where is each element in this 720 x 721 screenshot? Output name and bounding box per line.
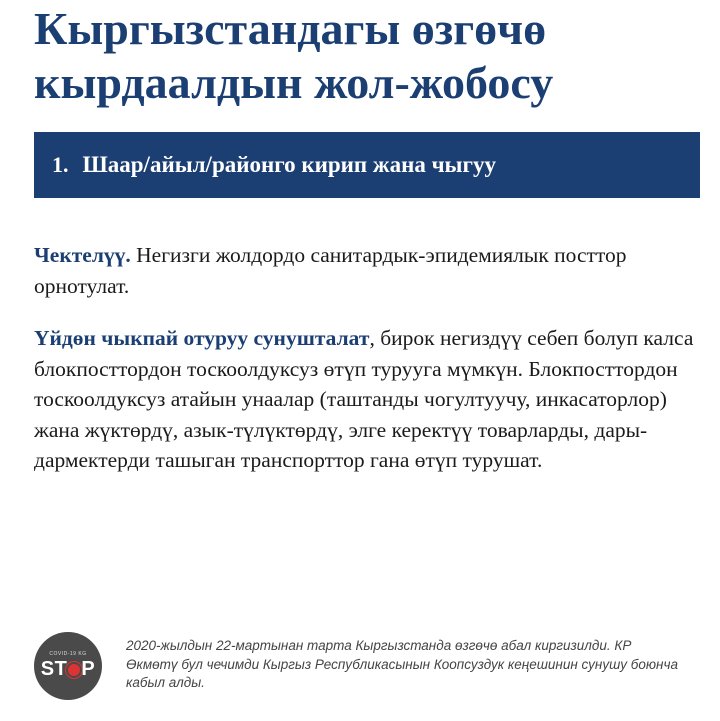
stop-covid-logo [34,632,102,700]
page-title: Кыргызстандагы өзгөчө кырдаалдын жол-жобосу [34,3,554,108]
logo-text-right: P [81,658,96,680]
footer-note: 2020-жылдын 22-мартынан тарта Кыргызстанда өзгөчө абал киргизилди. КР Өкмөтү бул чечимди Кыргыз Республикасынын Коопсуздук кеңешинин сунушу боюнча кабыл алды. [126,638,678,690]
section-banner [34,132,700,198]
paragraph-restricted [34,240,704,301]
logo-word [41,658,95,681]
paragraph-lead-stay-home: Үйдөн чыкпай отуруу сунушталат [34,326,370,350]
paragraph-text-restricted: Негизги жолдордо санитардык-эпидемиялык посттор орнотулат. [34,243,627,298]
logo-text-left: ST [40,658,68,680]
paragraph-stay-home [34,323,704,476]
paragraph-lead-restricted: Чектелүү. [34,243,131,267]
section-number: 1. [52,152,69,177]
virus-icon [68,664,80,676]
paragraph-text-stay-home: , бирок негиздүү себеп болуп калса блокпосттордон тоскоолдуксуз өтүп турууга мүмкүн. Блокпосттордон тоскоолдуксуз атайын унаалар (таштанды чогултуучу, инкасаторлор) жана жүктөрдү, азык-түлүктөрдү, элге керектүү товарларды, дары-дармектерди ташыган транспорттор гана өтүп турушат. [34,326,694,472]
section-heading: Шаар/айыл/районго кирип жана чыгуу [82,152,496,177]
logo-small-text: COVID-19 KG [49,651,87,657]
